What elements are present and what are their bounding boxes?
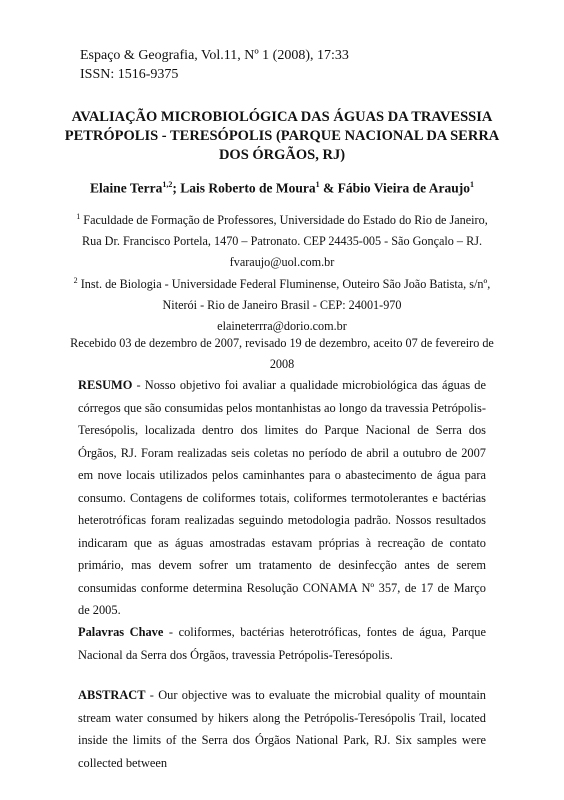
affiliation-mark: 1 — [76, 212, 81, 221]
author-separator: ; — [172, 180, 181, 196]
author-list — [40, 180, 524, 197]
resumo-text: - Nosso objetivo foi avaliar a qualidade microbiológica das águas de córregos que são consumidas pelos montanhistas ao longo da travessia Petrópolis-Teresópolis, localizada dentro dos limites do Parque Nacional de Serra dos Órgãos, RJ. Foram realizadas seis coletas no período de abril a outubro de 2007 em nove locais utilizados pelos caminhantes para o abastecimento de água para consumo. Contagens de coliformes totais, coliformes termotolerantes e bactérias heterotróficas foram realizadas seguindo metodologia padrão. Nossos resultados indicaram que as águas amostradas estavam próprias à recreação de contato primário, mas devem sofrer um tratamento de desinfecção antes de serem consumidas conforme determina Resolução CONAMA Nº 357, de 17 de Março de 2005. — [78, 378, 486, 617]
paper-title: AVALIAÇÃO MICROBIOLÓGICA DAS ÁGUAS DA TRAVESSIA PETRÓPOLIS - TERESÓPOLIS (PARQUE NACIONAL DA SERRA DOS ÓRGÃOS, RJ) — [64, 109, 500, 163]
affiliation-line: Niterói - Rio de Janeiro Brasil - CEP: 24001-970 — [162, 298, 402, 313]
abstract-paragraph — [78, 684, 486, 774]
resumo-label: RESUMO — [78, 378, 133, 392]
journal-citation: Espaço & Geografia, Vol.11, Nº 1 (2008), 17:33 — [80, 48, 349, 63]
author-name: Fábio Vieira de Araujo — [337, 180, 470, 196]
received-line: Recebido 03 de dezembro de 2007, revisado 19 de dezembro, aceito 07 de fevereiro de — [70, 336, 494, 350]
author-affiliation-mark: 1 — [315, 180, 320, 189]
received-line: 2008 — [269, 357, 295, 371]
affiliation-1 — [50, 206, 514, 273]
abstract-label: ABSTRACT — [78, 688, 146, 702]
affiliation-line: Rua Dr. Francisco Portela, 1470 – Patronato. CEP 24435-005 - São Gonçalo – RJ. — [82, 234, 482, 249]
affiliation-mark: 2 — [73, 276, 78, 285]
resumo-paragraph — [78, 374, 486, 622]
abstract-text: - Our objective was to evaluate the microbial quality of mountain stream water consumed by hikers along the Petrópolis-Teresópolis Trail, located inside the limits of the Serra dos Órgãos National Park, RJ. Six samples were collected between — [78, 688, 486, 770]
affiliation-email: fvaraujo@uol.com.br — [229, 255, 335, 270]
keywords-label: Palavras Chave — [78, 625, 164, 639]
issn: ISSN: 1516-9375 — [80, 67, 179, 82]
keywords-text: - coliformes, bactérias heterotróficas, fontes de água, Parque Nacional da Serra dos Órgãos, travessia Petrópolis-Teresópolis. — [78, 625, 486, 662]
affiliation-line: Faculdade de Formação de Professores, Universidade do Estado do Rio de Janeiro, — [83, 213, 488, 228]
received-dates — [50, 333, 514, 375]
affiliation-line: Inst. de Biologia - Universidade Federal Fluminense, Outeiro São João Batista, s/nº, — [80, 277, 491, 292]
journal-header — [80, 46, 349, 84]
keywords-paragraph — [78, 621, 486, 666]
author-affiliation-mark: 1,2 — [162, 180, 173, 189]
affiliation-2 — [50, 270, 514, 337]
author-name: Elaine Terra — [89, 180, 163, 196]
author-name: Lais Roberto de Moura — [180, 180, 316, 196]
affiliation-email: elaineterrra@dorio.com.br — [217, 319, 347, 334]
author-affiliation-mark: 1 — [470, 180, 474, 189]
author-separator: & — [319, 180, 338, 196]
